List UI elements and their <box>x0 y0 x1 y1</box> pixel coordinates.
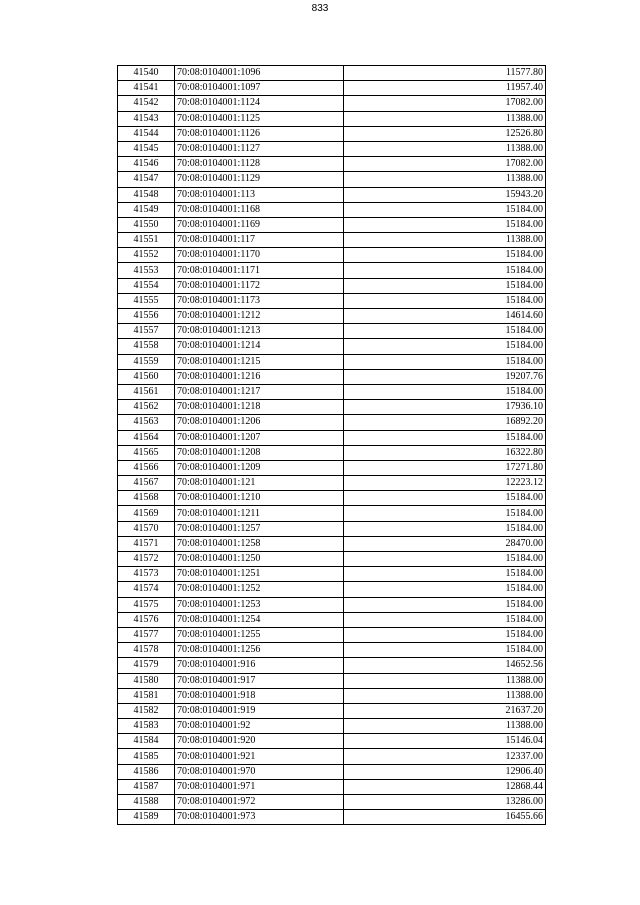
row-value: 12906.40 <box>344 764 546 779</box>
cadastral-number: 70:08:0104001:1209 <box>175 460 344 475</box>
cadastral-number: 70:08:0104001:117 <box>175 233 344 248</box>
table-row <box>118 354 546 369</box>
cadastral-number: 70:08:0104001:1173 <box>175 293 344 308</box>
cadastral-number: 70:08:0104001:1207 <box>175 430 344 445</box>
row-number: 41585 <box>118 749 175 764</box>
row-value: 15943.20 <box>344 187 546 202</box>
row-value: 12223.12 <box>344 476 546 491</box>
row-value: 15184.00 <box>344 430 546 445</box>
row-value: 15184.00 <box>344 248 546 263</box>
cadastral-number: 70:08:0104001:113 <box>175 187 344 202</box>
row-number: 41575 <box>118 597 175 612</box>
cadastral-number: 70:08:0104001:920 <box>175 734 344 749</box>
row-value: 17082.00 <box>344 96 546 111</box>
cadastral-number: 70:08:0104001:121 <box>175 476 344 491</box>
row-number: 41573 <box>118 567 175 582</box>
row-value: 15184.00 <box>344 293 546 308</box>
row-number: 41562 <box>118 400 175 415</box>
row-value: 15146.04 <box>344 734 546 749</box>
row-number: 41572 <box>118 552 175 567</box>
cadastral-number: 70:08:0104001:1256 <box>175 643 344 658</box>
row-value: 21637.20 <box>344 703 546 718</box>
cadastral-number: 70:08:0104001:1097 <box>175 81 344 96</box>
row-value: 14652.56 <box>344 658 546 673</box>
table-row <box>118 521 546 536</box>
row-number: 41570 <box>118 521 175 536</box>
row-number: 41586 <box>118 764 175 779</box>
row-value: 15184.00 <box>344 597 546 612</box>
row-value: 15184.00 <box>344 567 546 582</box>
cadastral-number: 70:08:0104001:1170 <box>175 248 344 263</box>
row-number: 41589 <box>118 810 175 825</box>
table-row <box>118 552 546 567</box>
row-number: 41587 <box>118 779 175 794</box>
cadastral-number: 70:08:0104001:1096 <box>175 66 344 81</box>
row-number: 41560 <box>118 369 175 384</box>
row-value: 17271.80 <box>344 460 546 475</box>
row-value: 16892.20 <box>344 415 546 430</box>
row-number: 41571 <box>118 536 175 551</box>
row-number: 41546 <box>118 157 175 172</box>
row-number: 41558 <box>118 339 175 354</box>
table-row <box>118 673 546 688</box>
row-number: 41543 <box>118 111 175 126</box>
row-value: 15184.00 <box>344 384 546 399</box>
registry-table <box>117 65 546 825</box>
row-number: 41576 <box>118 612 175 627</box>
cadastral-number: 70:08:0104001:1206 <box>175 415 344 430</box>
row-value: 15184.00 <box>344 263 546 278</box>
table-row <box>118 384 546 399</box>
cadastral-number: 70:08:0104001:973 <box>175 810 344 825</box>
row-number: 41566 <box>118 460 175 475</box>
row-number: 41549 <box>118 202 175 217</box>
row-value: 16455.66 <box>344 810 546 825</box>
cadastral-number: 70:08:0104001:1250 <box>175 552 344 567</box>
table-row <box>118 506 546 521</box>
table-row <box>118 66 546 81</box>
row-number: 41564 <box>118 430 175 445</box>
row-value: 11388.00 <box>344 141 546 156</box>
row-number: 41540 <box>118 66 175 81</box>
cadastral-number: 70:08:0104001:1129 <box>175 172 344 187</box>
table-row <box>118 309 546 324</box>
row-number: 41578 <box>118 643 175 658</box>
cadastral-number: 70:08:0104001:92 <box>175 719 344 734</box>
row-value: 14614.60 <box>344 309 546 324</box>
table-row <box>118 658 546 673</box>
row-number: 41552 <box>118 248 175 263</box>
row-number: 41548 <box>118 187 175 202</box>
table-row <box>118 749 546 764</box>
table-row <box>118 111 546 126</box>
row-value: 15184.00 <box>344 278 546 293</box>
table-row <box>118 491 546 506</box>
table-row <box>118 415 546 430</box>
row-number: 41557 <box>118 324 175 339</box>
row-number: 41567 <box>118 476 175 491</box>
table-row <box>118 795 546 810</box>
row-number: 41553 <box>118 263 175 278</box>
row-value: 12868.44 <box>344 779 546 794</box>
row-value: 11388.00 <box>344 233 546 248</box>
table-row <box>118 81 546 96</box>
row-value: 15184.00 <box>344 339 546 354</box>
table-row <box>118 536 546 551</box>
table-row <box>118 233 546 248</box>
cadastral-number: 70:08:0104001:1127 <box>175 141 344 156</box>
table-row <box>118 582 546 597</box>
row-number: 41568 <box>118 491 175 506</box>
row-number: 41554 <box>118 278 175 293</box>
table-row <box>118 567 546 582</box>
table-row <box>118 703 546 718</box>
row-value: 17936.10 <box>344 400 546 415</box>
row-number: 41583 <box>118 719 175 734</box>
cadastral-number: 70:08:0104001:972 <box>175 795 344 810</box>
row-number: 41555 <box>118 293 175 308</box>
row-value: 15184.00 <box>344 582 546 597</box>
cadastral-number: 70:08:0104001:1216 <box>175 369 344 384</box>
row-value: 11388.00 <box>344 719 546 734</box>
row-number: 41588 <box>118 795 175 810</box>
table-row <box>118 141 546 156</box>
cadastral-number: 70:08:0104001:1253 <box>175 597 344 612</box>
cadastral-number: 70:08:0104001:921 <box>175 749 344 764</box>
row-number: 41565 <box>118 445 175 460</box>
cadastral-number: 70:08:0104001:1251 <box>175 567 344 582</box>
table-row <box>118 202 546 217</box>
row-value: 11388.00 <box>344 172 546 187</box>
row-value: 13286.00 <box>344 795 546 810</box>
row-value: 11388.00 <box>344 673 546 688</box>
row-value: 15184.00 <box>344 491 546 506</box>
table-row <box>118 278 546 293</box>
cadastral-number: 70:08:0104001:1172 <box>175 278 344 293</box>
row-number: 41581 <box>118 688 175 703</box>
page-number: 833 <box>311 3 329 14</box>
cadastral-number: 70:08:0104001:1212 <box>175 309 344 324</box>
row-value: 12526.80 <box>344 126 546 141</box>
table-row <box>118 293 546 308</box>
row-value: 15184.00 <box>344 612 546 627</box>
cadastral-number: 70:08:0104001:1252 <box>175 582 344 597</box>
cadastral-number: 70:08:0104001:1215 <box>175 354 344 369</box>
cadastral-number: 70:08:0104001:1254 <box>175 612 344 627</box>
row-number: 41580 <box>118 673 175 688</box>
row-number: 41559 <box>118 354 175 369</box>
row-number: 41561 <box>118 384 175 399</box>
table-row <box>118 263 546 278</box>
table-row <box>118 779 546 794</box>
row-value: 11577.80 <box>344 66 546 81</box>
row-value: 15184.00 <box>344 202 546 217</box>
row-value: 19207.76 <box>344 369 546 384</box>
row-number: 41574 <box>118 582 175 597</box>
cadastral-number: 70:08:0104001:1208 <box>175 445 344 460</box>
table-row <box>118 369 546 384</box>
cadastral-number: 70:08:0104001:917 <box>175 673 344 688</box>
row-number: 41542 <box>118 96 175 111</box>
table-row <box>118 430 546 445</box>
table-row <box>118 339 546 354</box>
table-row <box>118 612 546 627</box>
table-row <box>118 719 546 734</box>
row-value: 11388.00 <box>344 111 546 126</box>
table-row <box>118 643 546 658</box>
table-row <box>118 126 546 141</box>
row-value: 11388.00 <box>344 688 546 703</box>
cadastral-number: 70:08:0104001:1171 <box>175 263 344 278</box>
table-row <box>118 324 546 339</box>
row-value: 15184.00 <box>344 324 546 339</box>
row-value: 15184.00 <box>344 643 546 658</box>
table-row <box>118 445 546 460</box>
row-number: 41577 <box>118 627 175 642</box>
cadastral-number: 70:08:0104001:1257 <box>175 521 344 536</box>
cadastral-number: 70:08:0104001:1258 <box>175 536 344 551</box>
table-row <box>118 172 546 187</box>
table-row <box>118 688 546 703</box>
row-value: 16322.80 <box>344 445 546 460</box>
cadastral-number: 70:08:0104001:1126 <box>175 126 344 141</box>
row-value: 28470.00 <box>344 536 546 551</box>
cadastral-number: 70:08:0104001:1211 <box>175 506 344 521</box>
table-row <box>118 597 546 612</box>
row-number: 41544 <box>118 126 175 141</box>
row-number: 41584 <box>118 734 175 749</box>
row-number: 41569 <box>118 506 175 521</box>
row-number: 41541 <box>118 81 175 96</box>
cadastral-number: 70:08:0104001:1214 <box>175 339 344 354</box>
cadastral-number: 70:08:0104001:1124 <box>175 96 344 111</box>
table-row <box>118 734 546 749</box>
table-row <box>118 217 546 232</box>
cadastral-number: 70:08:0104001:916 <box>175 658 344 673</box>
table-row <box>118 96 546 111</box>
cadastral-number: 70:08:0104001:1128 <box>175 157 344 172</box>
row-number: 41579 <box>118 658 175 673</box>
row-value: 17082.00 <box>344 157 546 172</box>
row-value: 11957.40 <box>344 81 546 96</box>
table-row <box>118 810 546 825</box>
cadastral-number: 70:08:0104001:1210 <box>175 491 344 506</box>
cadastral-number: 70:08:0104001:1255 <box>175 627 344 642</box>
row-value: 15184.00 <box>344 506 546 521</box>
cadastral-number: 70:08:0104001:919 <box>175 703 344 718</box>
cadastral-number: 70:08:0104001:1218 <box>175 400 344 415</box>
cadastral-number: 70:08:0104001:1169 <box>175 217 344 232</box>
cadastral-number: 70:08:0104001:918 <box>175 688 344 703</box>
row-number: 41550 <box>118 217 175 232</box>
table-row <box>118 248 546 263</box>
table-row <box>118 187 546 202</box>
table-row <box>118 476 546 491</box>
row-value: 15184.00 <box>344 217 546 232</box>
cadastral-number: 70:08:0104001:1125 <box>175 111 344 126</box>
row-number: 41556 <box>118 309 175 324</box>
row-value: 12337.00 <box>344 749 546 764</box>
table-row <box>118 157 546 172</box>
row-number: 41547 <box>118 172 175 187</box>
row-number: 41545 <box>118 141 175 156</box>
table-row <box>118 400 546 415</box>
table-body <box>118 66 546 825</box>
row-value: 15184.00 <box>344 354 546 369</box>
table-row <box>118 764 546 779</box>
row-number: 41582 <box>118 703 175 718</box>
cadastral-number: 70:08:0104001:1213 <box>175 324 344 339</box>
row-value: 15184.00 <box>344 627 546 642</box>
cadastral-number: 70:08:0104001:971 <box>175 779 344 794</box>
table-row <box>118 627 546 642</box>
row-value: 15184.00 <box>344 521 546 536</box>
row-value: 15184.00 <box>344 552 546 567</box>
cadastral-number: 70:08:0104001:1217 <box>175 384 344 399</box>
table-row <box>118 460 546 475</box>
row-number: 41551 <box>118 233 175 248</box>
cadastral-number: 70:08:0104001:1168 <box>175 202 344 217</box>
cadastral-number: 70:08:0104001:970 <box>175 764 344 779</box>
row-number: 41563 <box>118 415 175 430</box>
